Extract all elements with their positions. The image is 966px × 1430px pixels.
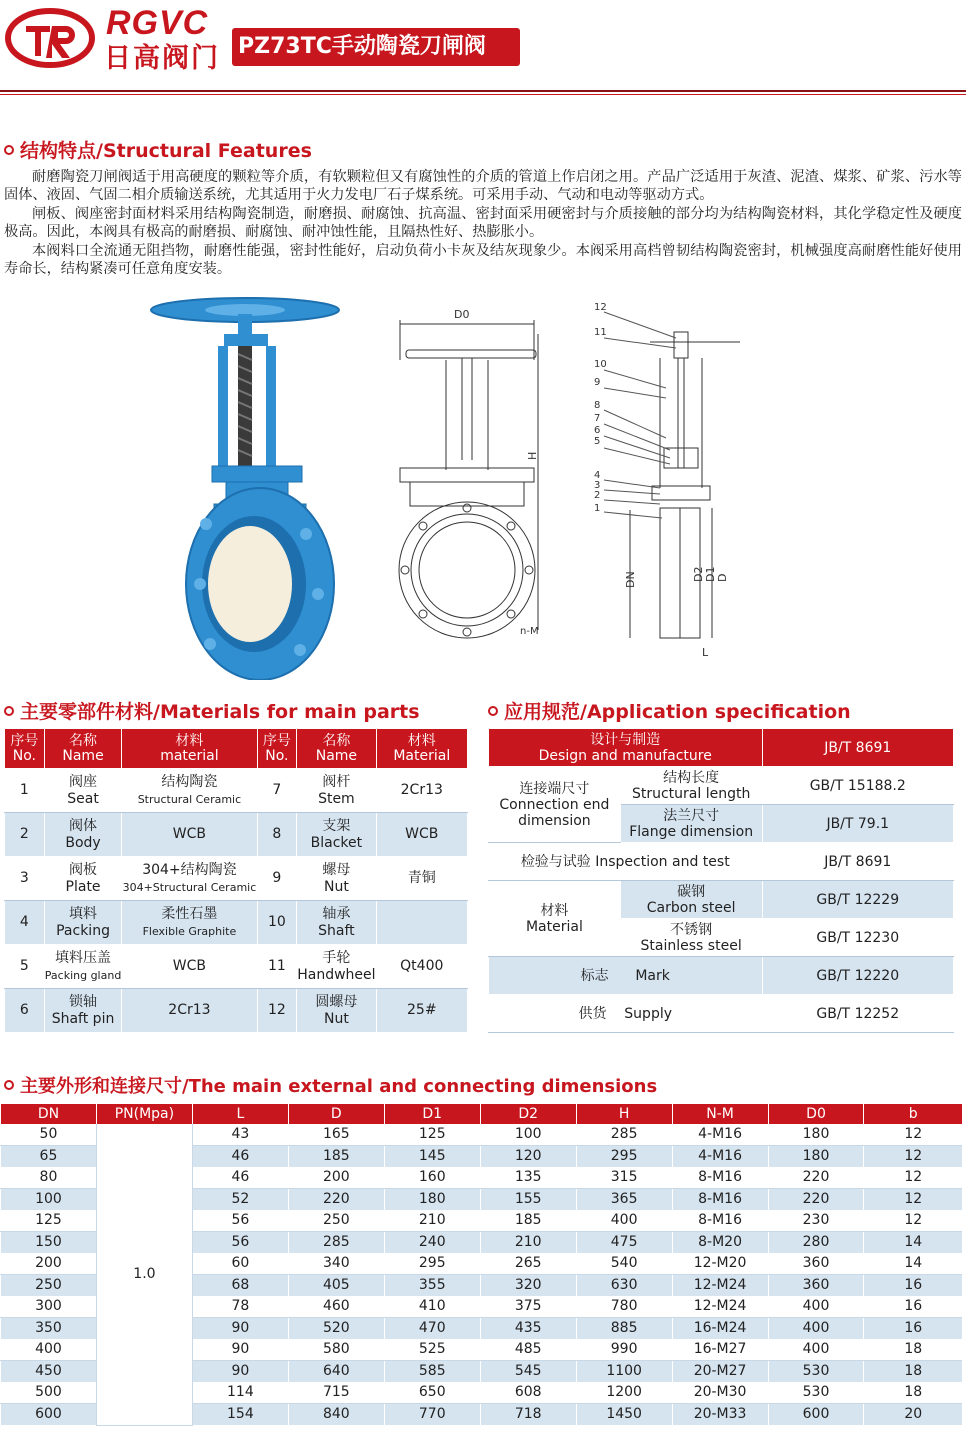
dim-cell: 525: [384, 1339, 480, 1361]
dim-cell: 12: [864, 1167, 962, 1189]
dim-cell: 180: [384, 1189, 480, 1211]
dim-cell: 200: [1, 1253, 97, 1275]
table-row: 4 填料 Packing 柔性石墨 Flexible Graphite 10 轴承 Shaft: [5, 901, 468, 945]
dim-cell: 250: [288, 1210, 384, 1232]
dim-cell: 46: [192, 1167, 288, 1189]
dim-cell: 400: [1, 1339, 97, 1361]
dim-cell: 154: [192, 1404, 288, 1426]
features-paragraph-1: 耐磨陶瓷刀闸阀适于用高硬度的颗粒等介质，有软颗粒但又有腐蚀性的介质的管道上作启闭之用。产品广泛适用于灰渣、泥渣、煤浆、矿浆、污水等固体、液固、气固二相介质输送系统，尤其适用于火力发电厂石子煤系统。可采用手动、气动和电动等驱动方式。: [4, 169, 962, 204]
dim-cell: 68: [192, 1275, 288, 1297]
dim-cell: 120: [480, 1146, 576, 1168]
dim-cell: 220: [768, 1189, 864, 1211]
dim-cell: 240: [384, 1232, 480, 1254]
dim-cell: 608: [480, 1382, 576, 1404]
label-h: H: [526, 451, 539, 460]
header-divider: [0, 90, 966, 92]
table-row: 6 锁轴 Shaft pin 2Cr13 12 圆螺母 Nut 25#: [5, 989, 468, 1033]
side-view-drawing: [590, 298, 750, 662]
dim-cell: 840: [288, 1404, 384, 1426]
dim-cell: 56: [192, 1210, 288, 1232]
materials-table: [4, 728, 468, 1033]
dim-cell: 315: [576, 1167, 672, 1189]
col-material: 材料 material: [122, 729, 257, 769]
dim-cell: 580: [288, 1339, 384, 1361]
design-value: JB/T 8691: [762, 729, 954, 767]
dim-cell: 90: [192, 1318, 288, 1340]
dim-cell: 114: [192, 1382, 288, 1404]
dim-cell: 16: [864, 1318, 962, 1340]
dim-cell: 18: [864, 1382, 962, 1404]
brand-name-en: RGVC: [106, 4, 209, 42]
part-label: 3: [594, 480, 601, 491]
dim-cell: 1100: [576, 1361, 672, 1383]
dim-col-header: PN(Mpa): [96, 1104, 192, 1124]
col-name-2: 名称 Name: [297, 729, 376, 769]
dim-cell: 180: [768, 1124, 864, 1146]
features-heading: 结构特点/Structural Features: [4, 136, 312, 163]
dim-cell: 8-M16: [672, 1189, 768, 1211]
dim-cell: 200: [288, 1167, 384, 1189]
dim-cell: 12-M20: [672, 1253, 768, 1275]
dim-cell: 435: [480, 1318, 576, 1340]
dim-cell: 355: [384, 1275, 480, 1297]
dim-cell: 400: [768, 1318, 864, 1340]
dim-cell: 16: [864, 1296, 962, 1318]
part-label: 10: [594, 359, 607, 370]
dim-cell: 210: [480, 1232, 576, 1254]
dim-cell: 718: [480, 1404, 576, 1426]
dim-cell: 20: [864, 1404, 962, 1426]
part-label: 7: [594, 413, 601, 424]
dim-cell: 160: [384, 1167, 480, 1189]
label-d0: D0: [454, 308, 470, 321]
part-label: 8: [594, 400, 601, 411]
dim-cell: 8-M20: [672, 1232, 768, 1254]
label-d2: D2: [692, 566, 705, 582]
dim-cell: 585: [384, 1361, 480, 1383]
rgvc-logo-icon: [4, 6, 96, 68]
dim-cell: 650: [384, 1382, 480, 1404]
dim-cell: 135: [480, 1167, 576, 1189]
dim-cell: 12-M24: [672, 1275, 768, 1297]
dim-cell: 8-M16: [672, 1167, 768, 1189]
col-no-2: 序号 No.: [257, 729, 297, 769]
dim-col-header: D0: [768, 1104, 864, 1124]
dim-cell: 780: [576, 1296, 672, 1318]
dim-cell: 715: [288, 1382, 384, 1404]
dim-cell: 360: [768, 1275, 864, 1297]
dim-cell: 78: [192, 1296, 288, 1318]
design-label: 设计与制造 Design and manufacture: [489, 729, 763, 767]
dim-cell: 230: [768, 1210, 864, 1232]
part-label: 1: [594, 503, 601, 514]
col-no: 序号 No.: [5, 729, 45, 769]
pn-cell: 1.0: [96, 1124, 192, 1425]
dim-cell: 50: [1, 1124, 97, 1146]
dimensions-heading: 主要外形和连接尺寸/The main external and connecting dimensions: [4, 1072, 657, 1098]
dim-col-header: H: [576, 1104, 672, 1124]
dim-cell: 56: [192, 1232, 288, 1254]
dim-col-header: N-M: [672, 1104, 768, 1124]
table-row: 2 阀体 Body WCB 8 支架 Blacket WCB: [5, 813, 468, 857]
dim-cell: 630: [576, 1275, 672, 1297]
dim-cell: 350: [1, 1318, 97, 1340]
dim-cell: 52: [192, 1189, 288, 1211]
dim-cell: 220: [768, 1167, 864, 1189]
dim-cell: 540: [576, 1253, 672, 1275]
dim-cell: 295: [384, 1253, 480, 1275]
dim-cell: 530: [768, 1382, 864, 1404]
part-label: 11: [594, 327, 607, 338]
dim-col-header: D: [288, 1104, 384, 1124]
dim-cell: 20-M33: [672, 1404, 768, 1426]
label-dn: DN: [624, 571, 637, 588]
label-d: D: [716, 573, 729, 582]
table-row: 1 阀座 Seat 结构陶瓷 Structural Ceramic 7 阀杆 Stem 2Cr13: [5, 769, 468, 813]
dim-cell: 375: [480, 1296, 576, 1318]
part-label: 4: [594, 470, 601, 481]
part-label: 9: [594, 377, 601, 388]
label-d1: D1: [704, 566, 717, 582]
dim-cell: 125: [384, 1124, 480, 1146]
features-paragraph-3: 本阀料口全流通无阻挡物，耐磨性能强，密封性能好，启动负荷小卡灰及结灰现象少。本阀采用高档曾韧结构陶瓷密封，机械强度高耐磨性能好使用寿命长，结构紧凑可任意角度安装。: [4, 243, 962, 278]
dim-cell: 100: [480, 1124, 576, 1146]
dim-cell: 90: [192, 1339, 288, 1361]
dim-cell: 450: [1, 1361, 97, 1383]
application-heading: 应用规范/Application specification: [488, 697, 851, 724]
dim-cell: 770: [384, 1404, 480, 1426]
dim-cell: 885: [576, 1318, 672, 1340]
dim-cell: 500: [1, 1382, 97, 1404]
dim-col-header: D2: [480, 1104, 576, 1124]
dim-cell: 285: [576, 1124, 672, 1146]
dim-cell: 14: [864, 1232, 962, 1254]
dim-cell: 8-M16: [672, 1210, 768, 1232]
dim-cell: 600: [768, 1404, 864, 1426]
dim-cell: 12: [864, 1146, 962, 1168]
dim-cell: 520: [288, 1318, 384, 1340]
dim-cell: 4-M16: [672, 1146, 768, 1168]
dim-cell: 4-M16: [672, 1124, 768, 1146]
dim-cell: 12: [864, 1210, 962, 1232]
dim-cell: 155: [480, 1189, 576, 1211]
dim-cell: 475: [576, 1232, 672, 1254]
material-label: 材料 Material: [489, 881, 621, 957]
dim-cell: 185: [480, 1210, 576, 1232]
label-nm: n-M: [520, 626, 539, 637]
dim-cell: 545: [480, 1361, 576, 1383]
header-divider-thin: [0, 94, 966, 95]
col-material-2: 材料 Material: [376, 729, 467, 769]
dim-cell: 14: [864, 1253, 962, 1275]
product-title: PZ73TC手动陶瓷刀闸阀: [232, 28, 520, 66]
brand-name-cn: 日高阀门: [104, 43, 220, 74]
table-row: 5 填料压盖 Packing gland WCB 11 手轮 Handwheel Qt400: [5, 945, 468, 989]
part-label: 6: [594, 425, 601, 436]
dim-cell: 145: [384, 1146, 480, 1168]
dim-cell: 18: [864, 1339, 962, 1361]
dim-cell: 80: [1, 1167, 97, 1189]
dim-cell: 125: [1, 1210, 97, 1232]
dim-cell: 20-M27: [672, 1361, 768, 1383]
dim-cell: 60: [192, 1253, 288, 1275]
dim-cell: 320: [480, 1275, 576, 1297]
label-l: L: [702, 646, 709, 659]
dim-cell: 285: [288, 1232, 384, 1254]
dim-cell: 280: [768, 1232, 864, 1254]
dim-cell: 400: [576, 1210, 672, 1232]
col-name: 名称 Name: [44, 729, 122, 769]
part-label: 2: [594, 490, 601, 501]
dim-cell: 365: [576, 1189, 672, 1211]
dimensions-table: [0, 1104, 962, 1426]
front-view-drawing: [386, 300, 556, 660]
application-table: 设计与制造 Design and manufacture JB/T 8691 连接端尺寸 Connection end dimension 结构长度 Structural length GB/T 15188.2 法兰尺寸 Flange dimension JB/T 79.1 检验与试验 Inspection and test JB/T 8691 材料 Material 碳钢 Carbon steel GB/T 12229 不锈钢 Stainless steel GB/T 12230 标志 Mark GB/T 12220 供货 Supply GB/T 12252: [488, 728, 954, 1033]
part-label: 5: [594, 436, 601, 447]
dim-cell: 165: [288, 1124, 384, 1146]
dim-cell: 990: [576, 1339, 672, 1361]
dim-cell: 400: [768, 1296, 864, 1318]
dim-col-header: DN: [1, 1104, 97, 1124]
dim-cell: 16-M27: [672, 1339, 768, 1361]
part-label: 12: [594, 302, 607, 313]
dim-cell: 600: [1, 1404, 97, 1426]
dim-cell: 250: [1, 1275, 97, 1297]
dim-cell: 405: [288, 1275, 384, 1297]
dim-col-header: D1: [384, 1104, 480, 1124]
dim-cell: 12: [864, 1189, 962, 1211]
dimensions-header-row: [1, 1104, 963, 1124]
features-paragraph-2: 闸板、阀座密封面材料采用结构陶瓷制造，耐磨损、耐腐蚀、抗高温、密封面采用硬密封与介质接触的部分均为结构陶瓷材料，其化学稳定性及硬度极高。因此，本阀具有极高的耐磨损、耐腐蚀、耐冲蚀性能，且隔热性好、热膨胀小。: [4, 206, 962, 241]
dim-cell: 530: [768, 1361, 864, 1383]
dim-cell: 400: [768, 1339, 864, 1361]
dim-cell: 12-M24: [672, 1296, 768, 1318]
dim-col-header: b: [864, 1104, 962, 1124]
table-row: [1, 1124, 963, 1146]
dim-cell: 43: [192, 1124, 288, 1146]
dim-cell: 485: [480, 1339, 576, 1361]
valve-photo: [150, 294, 360, 680]
dim-cell: 1450: [576, 1404, 672, 1426]
dim-cell: 295: [576, 1146, 672, 1168]
dim-cell: 470: [384, 1318, 480, 1340]
dim-cell: 300: [1, 1296, 97, 1318]
dim-cell: 20-M30: [672, 1382, 768, 1404]
dim-cell: 265: [480, 1253, 576, 1275]
dim-cell: 100: [1, 1189, 97, 1211]
dim-cell: 16: [864, 1275, 962, 1297]
dim-cell: 185: [288, 1146, 384, 1168]
dim-cell: 150: [1, 1232, 97, 1254]
dim-cell: 18: [864, 1361, 962, 1383]
dim-cell: 16-M24: [672, 1318, 768, 1340]
dim-cell: 46: [192, 1146, 288, 1168]
dim-cell: 180: [768, 1146, 864, 1168]
dim-cell: 90: [192, 1361, 288, 1383]
dim-cell: 460: [288, 1296, 384, 1318]
dim-cell: 220: [288, 1189, 384, 1211]
page-header: [0, 0, 966, 92]
dim-col-header: L: [192, 1104, 288, 1124]
dim-cell: 1200: [576, 1382, 672, 1404]
dim-cell: 410: [384, 1296, 480, 1318]
materials-heading: 主要零部件材料/Materials for main parts: [4, 697, 420, 724]
dim-cell: 12: [864, 1124, 962, 1146]
dim-cell: 360: [768, 1253, 864, 1275]
dim-cell: 340: [288, 1253, 384, 1275]
table-row: 3 阀板 Plate 304+结构陶瓷 304+Structural Ceramic 9 螺母 Nut 青铜: [5, 857, 468, 901]
dim-cell: 65: [1, 1146, 97, 1168]
dim-cell: 210: [384, 1210, 480, 1232]
connection-label: 连接端尺寸 Connection end dimension: [489, 767, 621, 843]
dim-cell: 640: [288, 1361, 384, 1383]
